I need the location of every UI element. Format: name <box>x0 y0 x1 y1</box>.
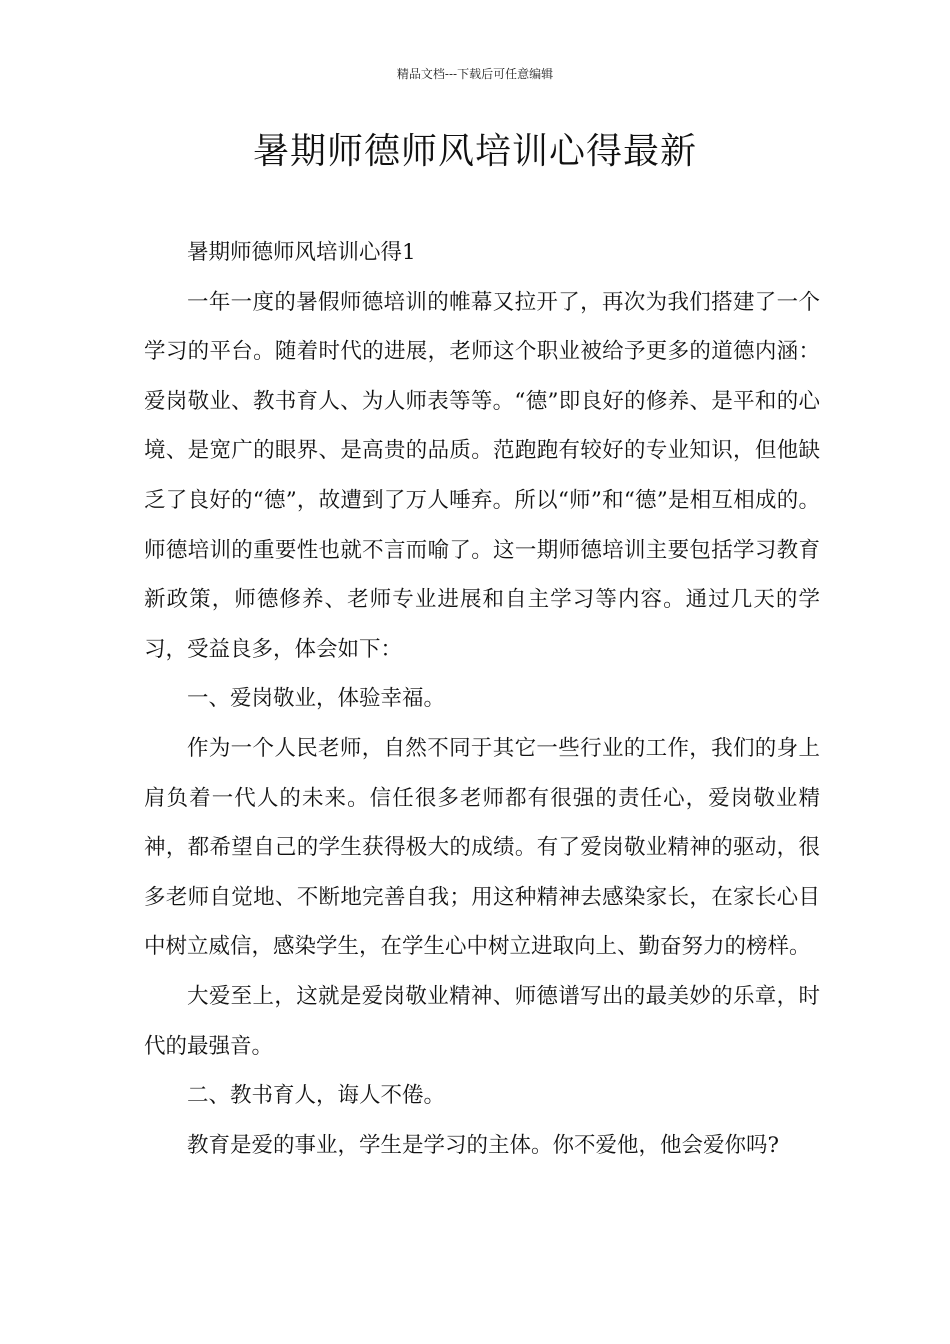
section-heading: 二、教书育人，诲人不倦。 <box>187 1083 446 1109</box>
section-heading: 暑期师德师风培训心得1 <box>187 240 416 265</box>
document-title: 暑期师德师风培训心得最新 <box>252 131 697 172</box>
header-note: 精品文档---下载后可任意编辑 <box>396 67 554 81</box>
body-paragraph: 大爱至上，这就是爱岗敬业精神、师德谱写出的最美妙的乐章，时代的最强音。 <box>144 983 820 1059</box>
section-heading: 一、爱岗敬业，体验幸福。 <box>187 686 446 712</box>
body-paragraph: 作为一个人民老师，自然不同于其它一些行业的工作，我们的身上肩负着一代人的未来。信任很多老师都有很强的责任心，爱岗敬业精神，都希望自己的学生获得极大的成绩。有了爱岗敬业精神的驱动，很多老师自觉地、不断地完善自我；用这种精神去感染家长，在家长心目中树立威信，感染学生，在学生心中树立进取向上、勤奋努力的榜样。 <box>144 735 820 960</box>
document-body <box>144 228 820 1170</box>
body-paragraph: 一年一度的暑假师德培训的帷幕又拉开了，再次为我们搭建了一个学习的平台。随着时代的进展，老师这个职业被给予更多的道德内涵：爱岗敬业、教书育人、为人师表等等。“德”即良好的修养、是平和的心境、是宽广的眼界、是高贵的品质。范跑跑有较好的专业知识，但他缺乏了良好的“德”，故遭到了万人唾弃。所以“师”和“德”是相互相成的。师德培训的重要性也就不言而喻了。这一期师德培训主要包括学习教育新政策，师德修养、老师专业进展和自主学习等内容。通过几天的学习，受益良多，体会如下： <box>144 289 820 662</box>
body-paragraph: 教育是爱的事业，学生是学习的主体。你不爱他，他会爱你吗? <box>187 1132 780 1158</box>
